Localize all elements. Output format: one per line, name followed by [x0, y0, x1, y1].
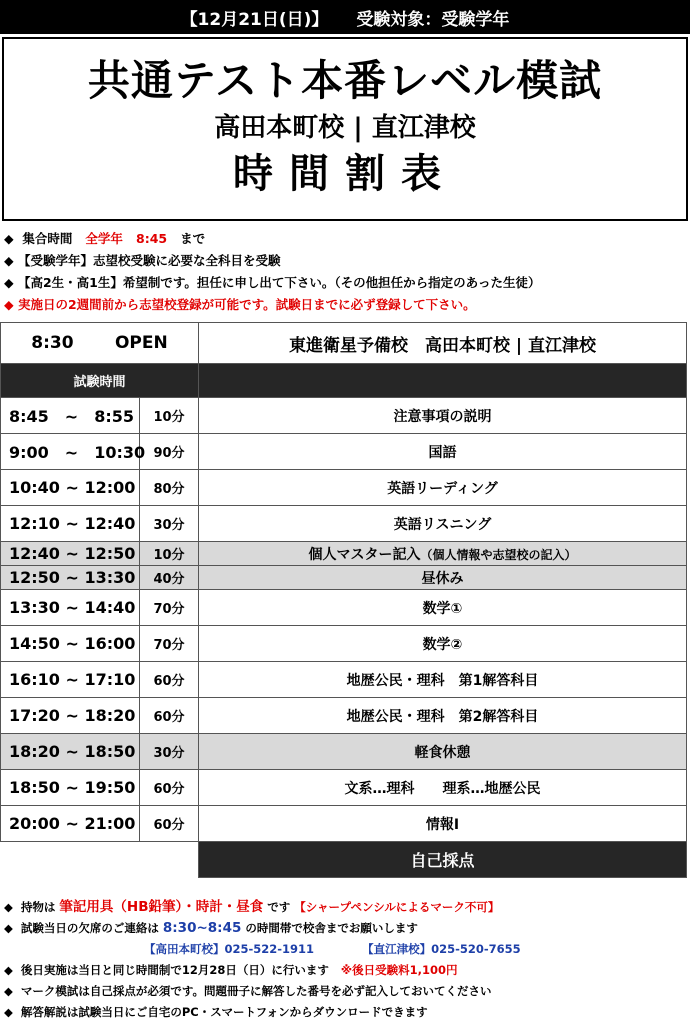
- open-row: [1, 323, 687, 364]
- activity-label: 情報Ⅰ: [425, 816, 460, 833]
- diamond-bullet-icon: ◆: [4, 984, 13, 998]
- activity: [199, 770, 687, 806]
- footer-self-scoring: [4, 981, 686, 1002]
- activity-label: 地歴公民・理科 第2解答科目: [346, 708, 539, 725]
- self-scoring-text: マーク模試は自己採点が必須です。問題冊子に解答した番号を必ず記入しておいてください: [20, 984, 492, 998]
- duration: 70分: [140, 590, 199, 626]
- activity-note: （個人情報や志望校の記入）: [420, 547, 577, 562]
- timetable: [0, 322, 687, 878]
- time-range: 10:40 ~ 12:00: [1, 470, 140, 506]
- belongings-prefix: 持物は: [20, 900, 56, 914]
- footer-answers: [4, 1002, 686, 1023]
- footer-belongings: [4, 897, 686, 918]
- time-range: 12:40 ~ 12:50: [1, 542, 140, 566]
- diamond-bullet-icon: ◆: [4, 1005, 13, 1019]
- table-row: [1, 698, 687, 734]
- exam-time-header: 試験時間: [1, 364, 199, 398]
- duration: 60分: [140, 770, 199, 806]
- exam-date: 【12月21日(日)】: [180, 9, 329, 30]
- diamond-bullet-icon: ◆: [4, 900, 13, 914]
- table-row: [1, 662, 687, 698]
- footer-contacts: [4, 939, 686, 960]
- activity: [199, 662, 687, 698]
- contact-naoetsu: 【直江津校】025-520-7655: [362, 942, 521, 956]
- activity: [199, 590, 687, 626]
- activity: [199, 434, 687, 470]
- diamond-bullet-icon: ◆: [4, 253, 14, 268]
- time-range: 9:00 ~ 10:30: [1, 434, 140, 470]
- footer-notes: [4, 897, 686, 1023]
- absence-time: 8:30~8:45: [162, 920, 242, 936]
- notice-text: 実施日の2週間前から志望校登録が可能です。試験日までに必ず登録して下さい。: [17, 297, 476, 312]
- time-range: 16:10 ~ 17:10: [1, 662, 140, 698]
- diamond-bullet-icon: ◆: [4, 297, 14, 312]
- diamond-bullet-icon: ◆: [4, 921, 13, 935]
- time-range: 14:50 ~ 16:00: [1, 626, 140, 662]
- duration: 60分: [140, 698, 199, 734]
- duration: 60分: [140, 662, 199, 698]
- table-row: [1, 470, 687, 506]
- table-row: [1, 770, 687, 806]
- diamond-bullet-icon: ◆: [4, 231, 14, 246]
- activity: [199, 698, 687, 734]
- activity-label: 国語: [428, 444, 457, 461]
- duration: 90分: [140, 434, 199, 470]
- activity-label: 地歴公民・理科 第1解答科目: [346, 672, 539, 689]
- activity: [199, 542, 687, 566]
- notice-exam-grade: [4, 250, 686, 272]
- activity-header: [199, 364, 687, 398]
- activity-label: 昼休み: [421, 570, 464, 587]
- notice-gather-time: [4, 228, 686, 250]
- timetable-body: [1, 398, 687, 842]
- answers-text: 解答解説は試験当日にご自宅のPC・スマートフォンからダウンロードできます: [20, 1005, 428, 1019]
- open-time: 8:30: [31, 333, 74, 353]
- activity-label: 個人マスター記入: [308, 546, 421, 563]
- table-row: [1, 434, 687, 470]
- gather-label: 集合時間: [22, 231, 73, 246]
- time-range: 12:10 ~ 12:40: [1, 506, 140, 542]
- open-label: OPEN: [114, 333, 168, 353]
- activity: [199, 734, 687, 770]
- activity: [199, 806, 687, 842]
- belongings-items: 筆記用具（HB鉛筆）・時計・昼食: [59, 899, 264, 915]
- duration: 70分: [140, 626, 199, 662]
- activity: [199, 398, 687, 434]
- duration: 80分: [140, 470, 199, 506]
- time-range: 18:50 ~ 19:50: [1, 770, 140, 806]
- open-cell: [1, 323, 199, 364]
- activity-label: 注意事項の説明: [393, 408, 492, 425]
- belongings-note: 【シャープペンシルによるマーク不可】: [294, 900, 500, 914]
- duration: 40分: [140, 566, 199, 590]
- document-title: 時間割表: [233, 151, 457, 197]
- gather-suffix: まで: [180, 231, 206, 246]
- activity-label: 数学②: [422, 636, 463, 653]
- notice-other-grades: [4, 272, 686, 294]
- table-row: [1, 506, 687, 542]
- time-range: 8:45 ~ 8:55: [1, 398, 140, 434]
- notice-list: [4, 228, 686, 316]
- table-row: [1, 398, 687, 434]
- time-range: 12:50 ~ 13:30: [1, 566, 140, 590]
- duration: 60分: [140, 806, 199, 842]
- footer-makeup-exam: [4, 960, 686, 981]
- school-names: 高田本町校 | 直江津校: [214, 113, 476, 143]
- activity-label: 数学①: [422, 600, 463, 617]
- absence-prefix: 試験当日の欠席のご連絡は: [20, 921, 159, 935]
- gather-who: 全学年: [85, 231, 123, 246]
- time-range: 18:20 ~ 18:50: [1, 734, 140, 770]
- top-banner: [0, 0, 690, 34]
- exam-title: 共通テスト本番レベル模試: [87, 56, 603, 105]
- footer-absence: [4, 918, 686, 939]
- notice-text: 【高2生・高1生】希望制です。担任に申し出て下さい。（その他担任から指定のあった生徒）: [17, 275, 541, 290]
- table-row: [1, 806, 687, 842]
- table-row: [1, 566, 687, 590]
- diamond-bullet-icon: ◆: [4, 275, 14, 290]
- duration: 30分: [140, 734, 199, 770]
- venue-name: 東進衛星予備校 高田本町校 | 直江津校: [199, 323, 687, 364]
- table-row: [1, 626, 687, 662]
- table-row: [1, 542, 687, 566]
- time-range: 20:00 ~ 21:00: [1, 806, 140, 842]
- exam-target: 受験対象：受験学年: [356, 9, 510, 30]
- table-row: [1, 590, 687, 626]
- time-range: 13:30 ~ 14:40: [1, 590, 140, 626]
- title-box: [2, 37, 688, 221]
- makeup-fee: ※後日受験料1,100円: [340, 963, 458, 977]
- activity: [199, 626, 687, 662]
- absence-suffix: の時間帯で校舎までお願いします: [245, 921, 418, 935]
- notice-registration: [4, 294, 686, 316]
- duration: 30分: [140, 506, 199, 542]
- table-row: [1, 734, 687, 770]
- self-score-row: [1, 842, 687, 878]
- activity: [199, 566, 687, 590]
- belongings-mid: です: [267, 900, 291, 914]
- blank-cell: [1, 842, 199, 878]
- activity-label: 英語リスニング: [393, 516, 492, 533]
- activity-label: 文系…理科 理系…地歴公民: [344, 780, 541, 797]
- time-range: 17:20 ~ 18:20: [1, 698, 140, 734]
- duration: 10分: [140, 542, 199, 566]
- column-header-row: [1, 364, 687, 398]
- activity-label: 英語リーディング: [387, 480, 498, 497]
- diamond-bullet-icon: ◆: [4, 963, 13, 977]
- gather-time: 8:45: [136, 231, 168, 246]
- notice-text: 【受験学年】志望校受験に必要な全科目を受験: [17, 253, 281, 268]
- contact-takada: 【高田本町校】025-522-1911: [144, 942, 315, 956]
- duration: 10分: [140, 398, 199, 434]
- activity: [199, 470, 687, 506]
- makeup-text: 後日実施は当日と同じ時間制で12月28日（日）に行います: [20, 963, 329, 977]
- activity: [199, 506, 687, 542]
- activity-label: 軽食休憩: [414, 744, 471, 761]
- self-score-cell: 自己採点: [199, 842, 687, 878]
